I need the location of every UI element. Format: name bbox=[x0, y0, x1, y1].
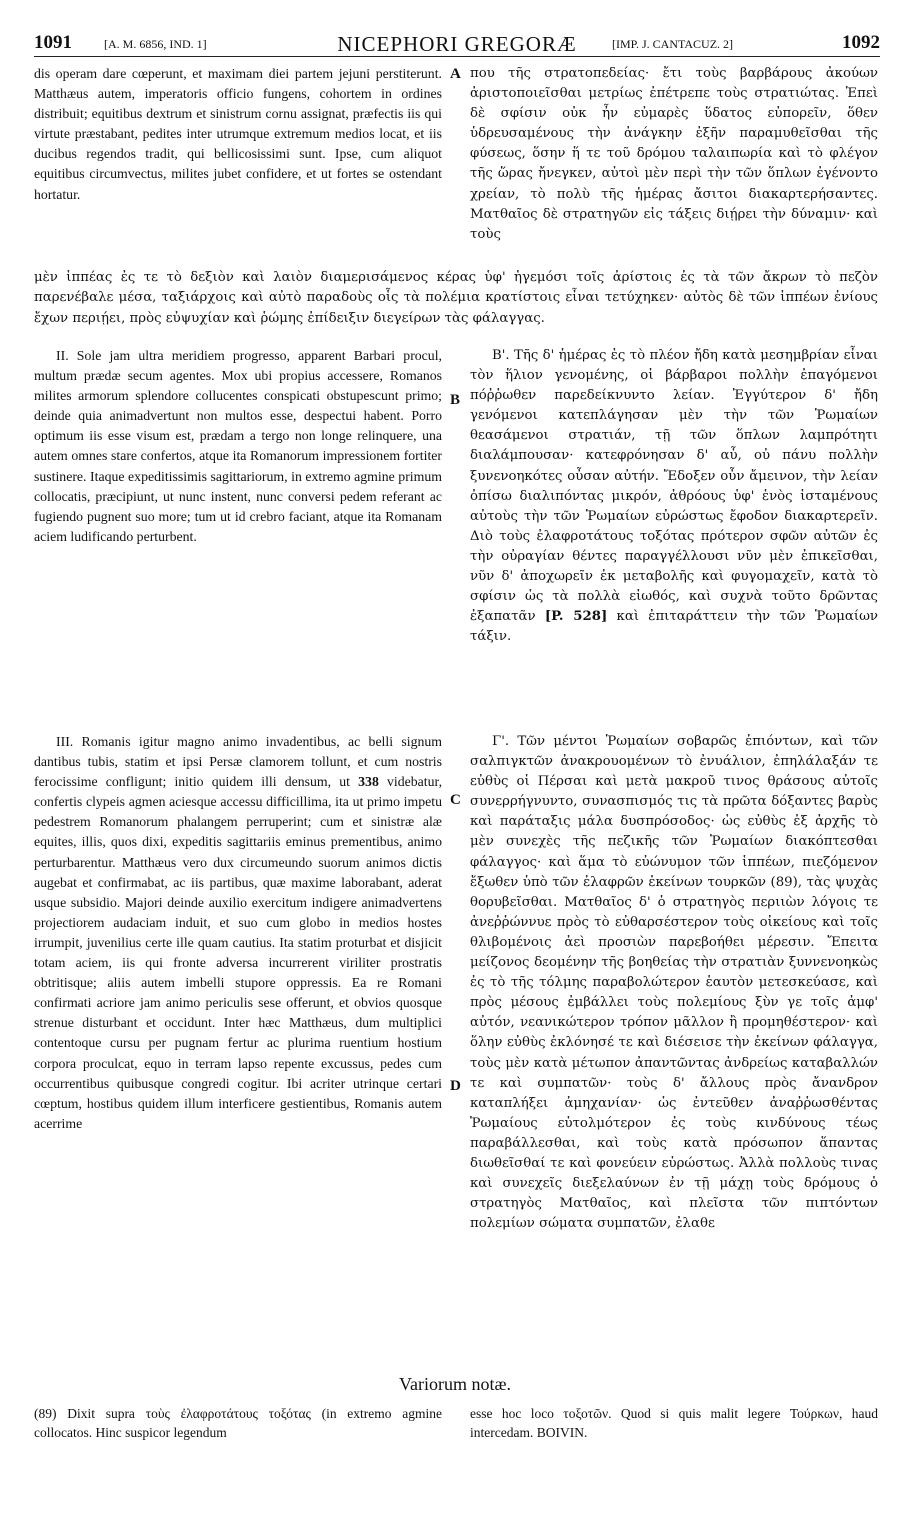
margin-letter-d: D bbox=[450, 1078, 461, 1094]
latin-paragraph bbox=[34, 732, 442, 1134]
latin-paragraph: dis operam dare cœperunt, et maximam diei partem jejuni perstiterunt. Matthæus autem, imperatoris officio fungens, cohortem in ordines distribuit; equitibus dextrum et sinistrum cornu assignat, præfectis iis qui virtute præstabant, pedites inter utrumque extremum medios locat, et iis ducibus regendos tradit, qui bellicosissimi sunt. Ipse, cum aliquot equitibus circumvectus, milites jubet confidere, et ut fortes se ostendant hortatur. bbox=[34, 66, 442, 202]
note-right: esse hoc loco τοξοτῶν. Quod si quis malit legere Τούρκων, haud intercedam. BOIVIN. bbox=[470, 1406, 878, 1440]
greek-full-width-lines bbox=[34, 268, 878, 329]
year-reference: [A. M. 6856, IND. 1] bbox=[104, 37, 207, 51]
margin-letter-a: A bbox=[450, 66, 461, 82]
greek-text-end: καὶ ἐπιταράττειν τὴν τῶν Ῥωμαίων τάξιν. bbox=[470, 609, 878, 645]
greek-column-section-2 bbox=[470, 346, 878, 647]
greek-paragraph bbox=[470, 346, 878, 647]
margin-letter-c: C bbox=[450, 792, 461, 808]
greek-column-section-1 bbox=[470, 64, 878, 245]
note-left: (89) Dixit supra τοὺς ἐλαφροτάτους τοξότας (in extremo agmine collocatos. Hinc suspicor legendum bbox=[34, 1406, 442, 1440]
greek-paragraph-full: μὲν ἱππέας ἐς τε τὸ δεξιὸν καὶ λαιὸν διαμερισάμενος κέρας ὑφ' ἡγεμόσι τοῖς ἀρίστοις ἐς τὰ τῶν ἄκρων τὸ πεζὸν παρενέβαλε μέσα, ταξιάρχοις καὶ αὐτὸ παραδοὺς οἷς τὰ πολέμια κρατίστοις εἶναι τετύχηκεν· αὐτὸς δὲ τῶν ἱππέων ἐνίους ἔχων περιῄει, πρὸς εὐψυχίαν καὶ ῥώμης ἐπίδειξιν διεγείρων τὰς φάλαγγας. bbox=[34, 270, 878, 326]
running-title: NICEPHORI GREGORÆ bbox=[337, 32, 577, 56]
page-reference: 338 bbox=[358, 774, 379, 790]
emperor-reference: [IMP. J. CANTACUZ. 2] bbox=[612, 37, 734, 51]
latin-column-section-1 bbox=[34, 64, 442, 205]
page-number-right: 1092 bbox=[842, 32, 880, 53]
greek-paragraph: Γ'. Τῶν μέντοι Ῥωμαίων σοβαρῶς ἐπιόντων, καὶ τῶν σαλπιγκτῶν ἀνακρουομένων τὸ ἐνυάλιον, ἐπηλάλαξάν τε εὐθὺς οἱ Πέρσαι καὶ μετὰ μακροῦ τινος θράσους αὐτοῖς συνερρήγνυντο, συνασπισμός τις τὰ πρῶτα δόξαντες βαρὺς καὶ παράταξις μάλα δυσπρόσοδος· ὡς εὐθὺς ἐξ ἀρχῆς τὸ μὲν συνεχὲς τῆς πεζικῆς τῶν Ῥωμαίων διακόπτεσθαι φάλαγγος· καὶ ἅμα τὸ εὐώνυμον τῶν ἱππέων, πιεζόμενον ἔξωθεν ὑπὸ τῶν ἐλαφρῶν ἐκείνων τουρκῶν (89), τὰς ψυχὰς θορυβεῖσθαι. Ματθαῖος δ' ὁ στρατηγὸς περιιὼν λόγοις τε ἀνεῤῥώννυε πρὸς τὸ εὐθαρσέστερον τοὺς οἰκείους καὶ τοῖς θλιβομένοις ἀεὶ προσιὼν παρεβοήθει μέρεσιν. Ἔπειτα μείζονος δεομένην τῆς βοηθείας τὴν στρατιὰν ξυννενοηκὼς ἐς τὸ τῆς τόλμης παραβολώτερον ἑαυτὸν μετεσκεύασε, καὶ πρὸς μέσους ἐμβάλλει τοὺς πολεμίους ξὺν γε τοῖς ἀμφ' αὐτόν, νεανικώτερον τρόπον μᾶλλον ἢ προμηθέστερον· καὶ ὅλην εὐθὺς ἐκλόνησέ τε καὶ διέσεισε τὴν ἐκείνων φάλαγγα, τοὺς μὲν κατὰ μέτωπον ἀπαντῶντας ἀνδρείως καταβαλλών τε καὶ συμπατῶν· τοὺς δ' ἄλλους πρὸς ἄνανδρον καταπλήξει ἀμηχανίαν· ὡς ἐντεῦθεν ἀναῤῥωσθέντας Ῥωμαίους εὐτολμότερον ἐς τοὺς κινδύνους τέως παραβάλλεσθαι, καὶ τοὺς κατὰ πρόσωπον ἅπαντας διωθεῖσθαί τε καὶ φονεύειν εὐρώστως. Ἀλλὰ πολλοὺς τινας καὶ συνεχεῖς διεξελαύνων ἐν τῇ μάχῃ τοὺς δρόμους ὁ στρατηγὸς Ματθαῖος, καὶ πλεῖστα τῶν πιπτόντων πολεμίων σώματα συμπατῶν, ἐλαθε bbox=[470, 734, 878, 1232]
latin-column-section-3 bbox=[34, 732, 442, 1134]
latin-paragraph: II. Sole jam ultra meridiem progresso, apparent Barbari procul, multum prædæ secum agentes. Mox ubi propius accessere, Romanos milites armorum splendore collucentes conspicati obstupescunt primo; deinde quia animadvertunt non multos esse, despectui habent. Porro optimum iis esse visum est, prædam a tergo non longe relinquere, una autem omnes stare confertos, atque ita Romanorum impressionem fortiter sustinere. Itaque expeditissimis sagittariorum, in extremo agmine primum collocatis, præcipiunt, ut nunc instent, nunc conversi pedem referant ac fugiendo pugnent suo more; tum ut id crebro faciant, atque ita Romanam aciem ludificando perturbent. bbox=[34, 348, 442, 544]
notes-heading: Variorum notæ. bbox=[399, 1374, 511, 1394]
greek-column-section-3 bbox=[470, 732, 878, 1234]
running-header bbox=[34, 30, 880, 57]
page-number-left: 1091 bbox=[34, 32, 72, 53]
latin-column-section-2 bbox=[34, 346, 442, 547]
latin-text: III. Romanis igitur magno animo invadentibus, ac belli signum dantibus tubis, statim et ipsi Persæ clamorem tollunt, et cum nostris ferocissime confligunt; initio quidem illi densum, ut bbox=[34, 734, 442, 790]
latin-text-cont: videbatur, confertis clypeis agmen aciesque accessu difficillima, ita ut primo impetu pedestrem Romanorum phalangem perruperint; cum et sinistræ alæ equites, illis, quos dixi, expeditis sagittariis eminus prementibus, animo perturbarentur. Matthæus vero dux circumeundo suorum animos dictis augebat et confirmabat, ac iis partibus, quæ maxime laborabant, aderat usque subsidio. Majori deinde auxilio exercitum indigere animadvertens projectiorem audaciam induit, et suo cum globo in medios hostes irrumpit, juvenilius certe ille quam cautius. Ita statim proturbat et disjicit totam aciem, iis qui fronte adversa incurrerent viriliter prostratis obtritisque; aliis autem imbelli stupore oppressis. Ea re Romani confirmati acriore jam animo periculis sese offerunt, et obvios quosque strenue disturbant et occidunt. Inter hæc Matthæus, dum multiplici contentoque cursu per pugnam fertur ac plurima ruentium hostium corpora proculcat, equo in terram lapso repente excussus, pedes cum occurrentibus quibusque congredi cogitur. Ibi acriter utrinque certari cœptum, hostibus quidem illum interficere gestientibus, Romanis autem acerrime bbox=[34, 774, 443, 1131]
greek-paragraph: που τῆς στρατοπεδείας· ἔτι τοὺς βαρβάρους ἀκούων ἀριστοποιεῖσθαι μετρίως ἐπέτρεπε τοὺς στρατιώτας. Ἐπεὶ δὲ σφίσιν οὐκ ἦν εὐμαρὲς ὕδατος εὐπορεῖν, ὅθεν ὑδρευσαμένους τὴν ἀνάγκην ἐξῆν παραμυθεῖσθαι τῆς φύσεως, ὅσην ἥ τε τοῦ δρόμου ταλαιπωρία καὶ τὸ φλέγον τῆς ὥρας ἤνεγκεν, αὐτοὶ μὲν περὶ τὴν τῶν ὅπλων ἐγένοντο χρείαν, τὸ πολὺ τῆς ἡμέρας ἄσιτοι διακαρτερήσαντες. Ματθαῖος δὲ στρατηγῶν εἰς τάξεις διῄρει τὴν δύναμιν· καὶ τοὺς bbox=[470, 66, 878, 242]
greek-text: Β'. Τῆς δ' ἡμέρας ἐς τὸ πλέον ἤδη κατὰ μεσημβρίαν εἶναι τὸν ἥλιον γενομένης, οἱ βάρβαροι πολλὴν ἐπαγόμενοι πόῤῥωθεν παρεδείκνυντο λείαν. Ἐγγύτερον δ' ἤδη γενόμενοι κατεπλάγησαν μὲν τὴν τῶν Ῥωμαίων θεασάμενοι στρατιάν, τῇ τῶν ὅπλων λαμπρότητι διαλάμπουσαν· κατεφρόνησαν δ' αὖ, οὐ πάνυ πολλὴν ξυνενοηκότες οὖσαν αὐτήν. Ἔδοξεν οὖν ἄμεινον, τὴν λείαν ὀπίσω διαλιπόντας μικρόν, ἀθρόους ὑφ' ἑνὸς ἱσταμένους αὐτοὺς τὴν τῶν Ῥωμαίων εὐρώστως ἔφοδον διακαρτερεῖν. Διὸ τοὺς ἐλαφροτάτους τοξότας πρότερον σφῶν αὐτῶν ἐς τὴν οὐραγίαν θέντες παραγγέλλουσι νῦν μὲν ἐπικεῖσθαι, νῦν δ' ἀποχωρεῖν ἐκ μεταβολῆς καὶ φυγομαχεῖν, κατὰ τὸ σφίσιν ὡς τὰ πολλὰ εἰωθός, καὶ συχνὰ τοῦτο δρῶντας ἐξαπατᾶν bbox=[470, 348, 878, 625]
page-reference: [P. 528] bbox=[544, 609, 608, 625]
margin-letter-b: B bbox=[450, 392, 461, 408]
